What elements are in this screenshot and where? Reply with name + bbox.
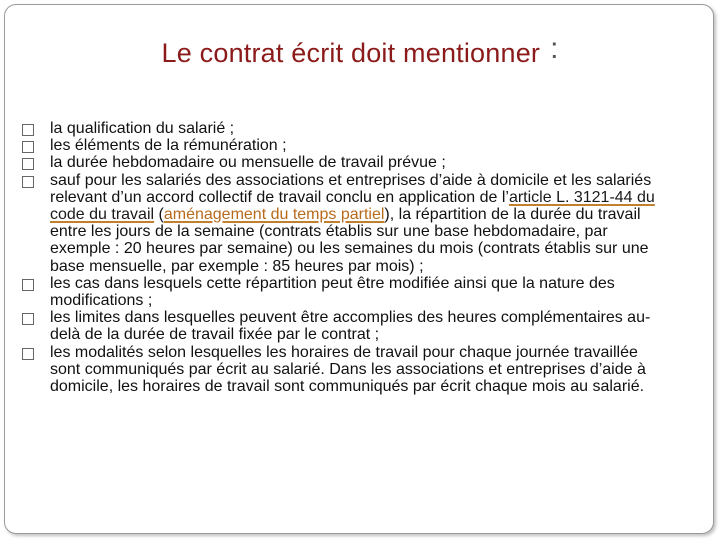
list-item-text: les modalités selon lesquelles les horaires de travail pour chaque journée travaillée sont communiqués par écrit au salarié. Dans les associations et entreprises d’aide à domicile, les horaires de travail sont communiqués par écrit chaque mois au salarié. [50,343,646,396]
checkbox-bullet-icon [22,176,34,188]
checkbox-bullet-icon [22,141,34,153]
slide-title [0,32,720,70]
temps-partiel-link-text[interactable]: aménagement du temps partiel [163,206,385,224]
checkbox-bullet-icon [22,313,34,325]
list-item [22,309,672,343]
list-item-text: les cas dans lesquels cette répartition peut être modifiée ainsi que la nature des modifications ; [50,274,615,310]
list-item-text-middle: ( [154,206,164,224]
checkbox-bullet-icon [22,158,34,170]
list-item [22,344,672,396]
list-item [22,154,672,171]
list-item [22,120,672,137]
list-item [22,137,672,154]
slide-title-colon: : [550,32,559,65]
article-link[interactable]: article L. 3121-44 du code du travail [50,188,655,224]
temps-partiel-link[interactable] [164,206,385,223]
list-item-text: la durée hebdomadaire ou mensuelle de travail prévue ; [50,154,446,172]
bullet-list [22,120,672,395]
checkbox-bullet-icon [22,279,34,291]
list-item-text: les éléments de la rémunération ; [50,137,287,155]
slide-title-text: Le contrat écrit doit mentionner [161,38,541,68]
list-item-text [50,172,672,275]
list-item-text: la qualification du salarié ; [50,120,235,137]
list-item [22,275,672,309]
checkbox-bullet-icon [22,124,34,136]
checkbox-bullet-icon [22,348,34,360]
list-item-text-after: ), la répartition de la durée du travail entre les jours de la semaine (contrats établis sur une base hebdomadaire, par exemple : 20 heures par semaine) ou les semaines du mois (contrats établis sur une base mensuelle, par exemple : 85 heures par mois) ; [50,206,649,275]
list-item-text-before: sauf pour les salariés des associations et entreprises d’aide à domicile et les salariés relevant d’un accord collectif de travail conclu en application de l’ [50,171,652,206]
list-item-text: les limites dans lesquelles peuvent être accomplies des heures complémentaires au-delà de la durée de travail fixée par le contrat ; [50,309,651,344]
list-item [22,172,672,275]
